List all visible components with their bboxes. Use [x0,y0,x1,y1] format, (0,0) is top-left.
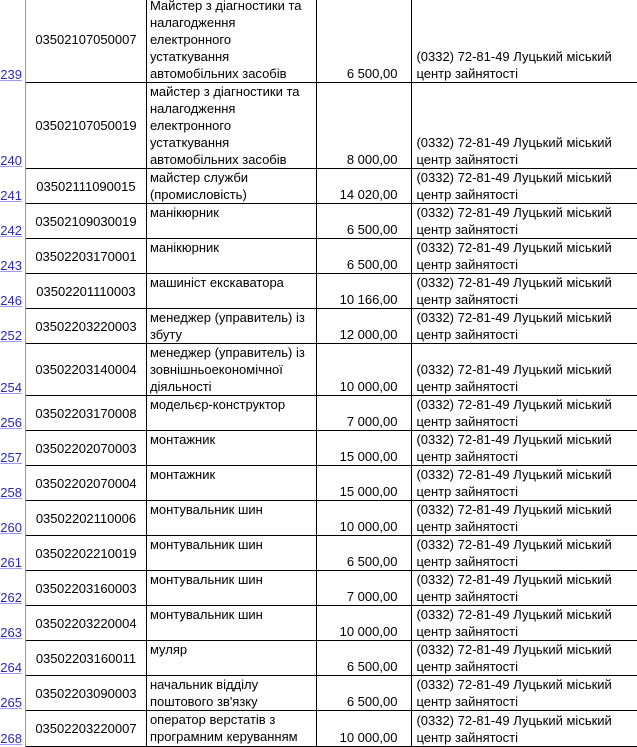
contact-cell[interactable]: (0332) 72-81-49 Луцький міський центр зайнятості [412,169,637,204]
vacancy-code-cell[interactable]: 03502203160011 [25,641,146,676]
contact-cell[interactable]: (0332) 72-81-49 Луцький міський центр зайнятості [412,344,637,396]
table-row [0,169,637,204]
table-row [0,676,637,711]
table-row [0,204,637,239]
row-number[interactable] [0,711,25,747]
table-row [0,571,637,606]
vacancy-code-cell[interactable]: 03502111090015 [25,169,146,204]
table-row [0,0,637,83]
table-row [0,536,637,571]
contact-cell[interactable]: (0332) 72-81-49 Луцький міський центр зайнятості [412,309,637,344]
table-row [0,344,637,396]
vacancy-code-cell[interactable]: 03502202070003 [25,431,146,466]
vacancy-code-cell[interactable]: 03502203170001 [25,239,146,274]
table-row [0,501,637,536]
table-row [0,431,637,466]
contact-cell[interactable]: (0332) 72-81-49 Луцький міський центр зайнятості [412,711,637,747]
contact-cell[interactable]: (0332) 72-81-49 Луцький міський центр зайнятості [412,431,637,466]
row-number[interactable] [0,239,25,274]
row-number-link[interactable]: 240 [0,152,22,168]
row-number-link[interactable]: 265 [0,694,22,710]
salary-cell[interactable]: 6 500,00 [317,239,412,274]
vacancy-code-cell[interactable]: 03502202070004 [25,466,146,501]
row-number[interactable] [0,169,25,204]
profession-cell[interactable]: монтувальник шин [146,536,317,571]
vacancy-code-cell[interactable]: 03502107050019 [25,83,146,169]
row-number-link[interactable]: 258 [0,484,22,500]
contact-cell[interactable]: (0332) 72-81-49 Луцький міський центр зайнятості [412,239,637,274]
vacancy-code-cell[interactable]: 03502202210019 [25,536,146,571]
row-number[interactable] [0,309,25,344]
contact-cell[interactable]: (0332) 72-81-49 Луцький міський центр зайнятості [412,466,637,501]
table-row [0,309,637,344]
contact-cell[interactable]: (0332) 72-81-49 Луцький міський центр зайнятості [412,676,637,711]
table-row [0,274,637,309]
salary-cell[interactable]: 6 500,00 [317,676,412,711]
salary-cell[interactable]: 7 000,00 [317,571,412,606]
contact-cell[interactable]: (0332) 72-81-49 Луцький міський центр зайнятості [412,536,637,571]
table-row [0,606,637,641]
contact-cell[interactable]: (0332) 72-81-49 Луцький міський центр зайнятості [412,204,637,239]
contact-cell[interactable]: (0332) 72-81-49 Луцький міський центр зайнятості [412,501,637,536]
profession-cell[interactable]: монтувальник шин [146,501,317,536]
row-number[interactable] [0,431,25,466]
contact-cell[interactable]: (0332) 72-81-49 Луцький міський центр зайнятості [412,571,637,606]
profession-cell[interactable]: модельєр-конструктор [146,396,317,431]
profession-cell[interactable]: менеджер (управитель) із збуту [146,309,317,344]
salary-cell[interactable]: 7 000,00 [317,396,412,431]
salary-cell[interactable]: 6 500,00 [317,204,412,239]
table-row [0,396,637,431]
row-number-link[interactable]: 254 [0,379,22,395]
vacancy-code-cell[interactable]: 03502202110006 [25,501,146,536]
vacancy-code-cell[interactable]: 03502203140004 [25,344,146,396]
table-row [0,711,637,747]
salary-cell[interactable]: 10 166,00 [317,274,412,309]
table-row [0,466,637,501]
row-number[interactable] [0,641,25,676]
row-number-link[interactable]: 246 [0,292,22,308]
profession-cell[interactable]: майстер служби (промисловість) [146,169,317,204]
row-number-link[interactable]: 262 [0,589,22,605]
salary-cell[interactable]: 12 000,00 [317,309,412,344]
profession-cell[interactable]: манікюрник [146,204,317,239]
salary-cell[interactable]: 6 500,00 [317,0,412,83]
salary-cell[interactable]: 10 000,00 [317,344,412,396]
vacancy-code-cell[interactable]: 03502203170008 [25,396,146,431]
row-number[interactable] [0,396,25,431]
row-number-link[interactable]: 239 [0,66,22,82]
profession-cell[interactable]: машиніст екскаватора [146,274,317,309]
row-number[interactable] [0,571,25,606]
salary-cell[interactable]: 10 000,00 [317,711,412,747]
profession-cell[interactable]: майстер з діагностики та налагодження електронного устаткування автомобільних засобів [146,83,317,169]
vacancy-code-cell[interactable]: 03502203220003 [25,309,146,344]
salary-cell[interactable]: 10 000,00 [317,501,412,536]
profession-cell[interactable]: оператор верстатів з програмним керуванням [146,711,317,747]
row-number-link[interactable]: 252 [0,327,22,343]
salary-cell[interactable]: 6 500,00 [317,641,412,676]
vacancy-code-cell[interactable]: 03502109030019 [25,204,146,239]
profession-cell[interactable]: монтажник [146,466,317,501]
salary-cell[interactable]: 15 000,00 [317,466,412,501]
row-number[interactable] [0,606,25,641]
row-number[interactable] [0,466,25,501]
salary-cell[interactable]: 15 000,00 [317,431,412,466]
vacancy-code-cell[interactable]: 03502203160003 [25,571,146,606]
salary-cell[interactable]: 8 000,00 [317,83,412,169]
profession-cell[interactable]: Майстер з діагностики та налагодження електронного устаткування автомобільних засобів [146,0,317,83]
row-number[interactable] [0,83,25,169]
vacancy-code-cell[interactable]: 03502203090003 [25,676,146,711]
row-number[interactable] [0,0,25,83]
salary-cell[interactable]: 6 500,00 [317,536,412,571]
vacancy-code-cell[interactable]: 03502107050007 [25,0,146,83]
row-number-link[interactable]: 241 [0,187,22,203]
row-number[interactable] [0,204,25,239]
contact-cell[interactable]: (0332) 72-81-49 Луцький міський центр зайнятості [412,641,637,676]
profession-cell[interactable]: менеджер (управитель) із зовнішньоекономічної діяльності [146,344,317,396]
row-number-link[interactable]: 257 [0,449,22,465]
salary-cell[interactable]: 14 020,00 [317,169,412,204]
row-number-link[interactable]: 242 [0,222,22,238]
row-number-link[interactable]: 256 [0,414,22,430]
row-number-link[interactable]: 268 [0,730,22,746]
profession-cell[interactable]: монтувальник шин [146,606,317,641]
row-number-link[interactable]: 264 [0,659,22,675]
profession-cell[interactable]: манікюрник [146,239,317,274]
row-number[interactable] [0,676,25,711]
row-number[interactable] [0,274,25,309]
contact-cell[interactable]: (0332) 72-81-49 Луцький міський центр зайнятості [412,83,637,169]
vacancy-code-cell[interactable]: 03502203220007 [25,711,146,747]
row-number[interactable] [0,536,25,571]
row-number-link[interactable]: 261 [0,554,22,570]
row-number[interactable] [0,344,25,396]
salary-cell[interactable]: 10 000,00 [317,606,412,641]
row-number-link[interactable]: 263 [0,624,22,640]
contact-cell[interactable]: (0332) 72-81-49 Луцький міський центр зайнятості [412,606,637,641]
row-number-link[interactable]: 243 [0,257,22,273]
profession-cell[interactable]: монтажник [146,431,317,466]
contact-cell[interactable]: (0332) 72-81-49 Луцький міський центр зайнятості [412,0,637,83]
profession-cell[interactable]: начальник відділу поштового зв'язку [146,676,317,711]
table-row [0,83,637,169]
vacancy-code-cell[interactable]: 03502203220004 [25,606,146,641]
table-row [0,239,637,274]
row-number-link[interactable]: 260 [0,519,22,535]
contact-cell[interactable]: (0332) 72-81-49 Луцький міський центр зайнятості [412,274,637,309]
row-number[interactable] [0,501,25,536]
vacancy-code-cell[interactable]: 03502201110003 [25,274,146,309]
profession-cell[interactable]: муляр [146,641,317,676]
table-row [0,641,637,676]
profession-cell[interactable]: монтувальник шин [146,571,317,606]
contact-cell[interactable]: (0332) 72-81-49 Луцький міський центр зайнятості [412,396,637,431]
